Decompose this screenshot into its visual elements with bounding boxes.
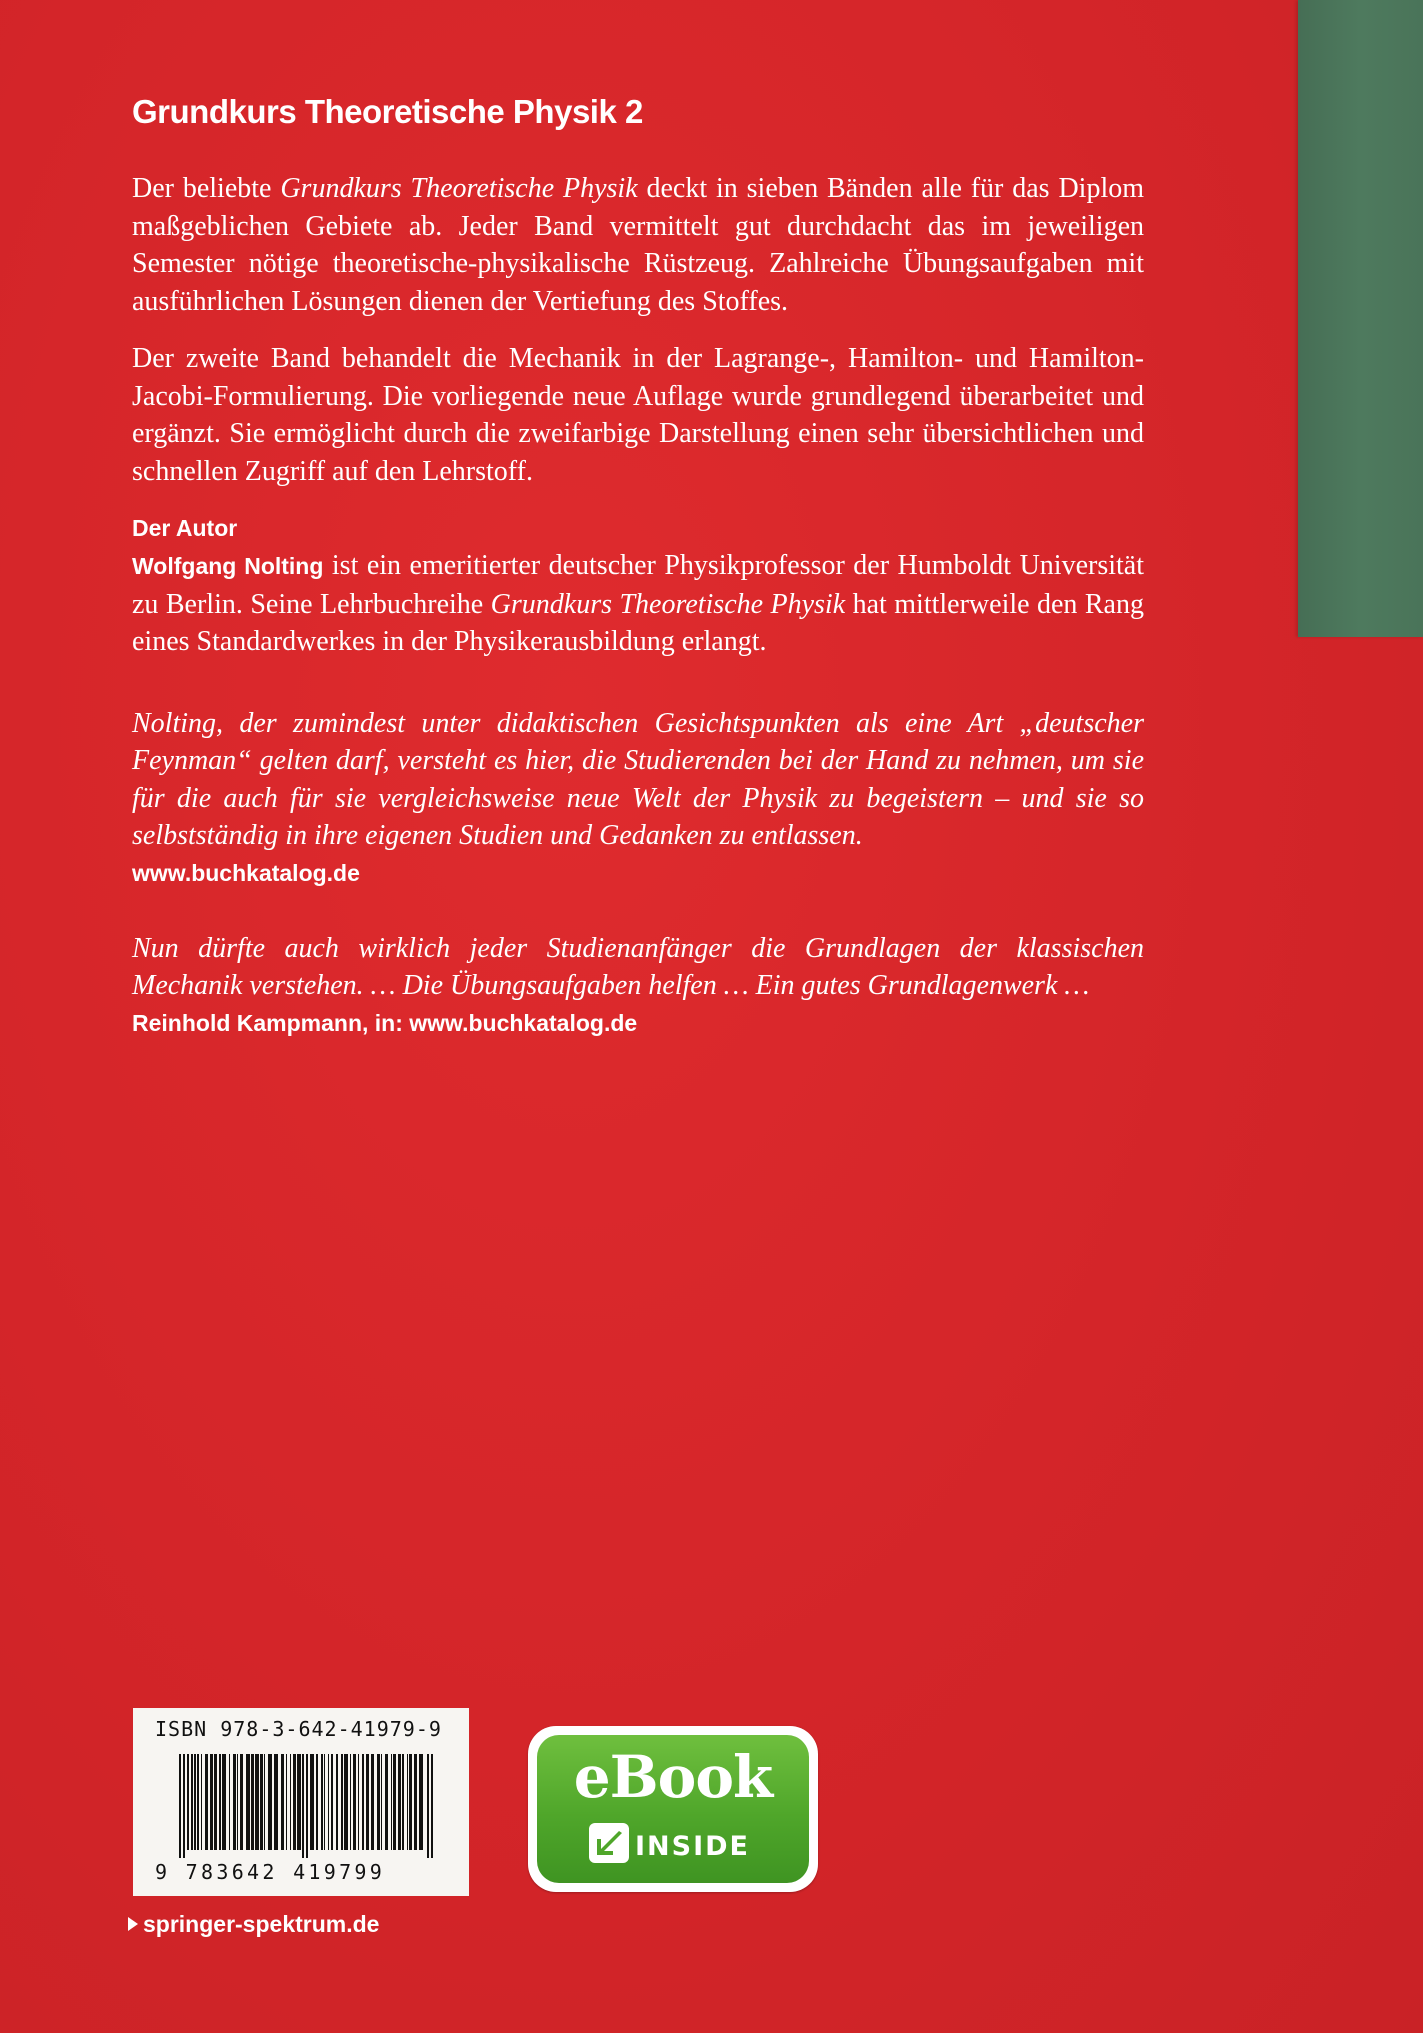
barcode-bar (362, 1754, 364, 1850)
cover-text-block (132, 92, 1144, 1080)
barcode-bar (264, 1754, 265, 1850)
barcode-bar (290, 1754, 291, 1850)
green-spine-strip (1298, 0, 1423, 637)
barcode-bar (281, 1754, 284, 1850)
barcode-bar (274, 1754, 278, 1850)
barcode-bar (328, 1754, 329, 1850)
barcode-bar (255, 1754, 259, 1850)
review-quote-1: Nolting, der zumindest unter didaktischen Gesichtspunkten als eine Art „deutscher Feynman“ gelten darf, versteht es hier, die Studierenden bei der Hand zu nehmen, um sie für die auch für sie vergleichsweise neue Welt der Physik zu begeistern – und sie so selbstständig in ihre eigenen Studien und Gedanken zu entlassen. (132, 707, 1144, 851)
barcode-bar (409, 1754, 412, 1850)
review-quote-2: Nun dürfte auch wirklich jeder Studienanfänger die Grundlagen der klassischen Mechanik verstehen. … Die Übungsaufgaben helfen … Ein gutes Grundlagenwerk … (132, 932, 1144, 1001)
author-name: Wolfgang Nolting (132, 553, 324, 579)
barcode-bar (407, 1754, 408, 1850)
series-name: Grundkurs Theoretische Physik (280, 173, 638, 204)
barcode-bar (251, 1754, 254, 1850)
barcode-bar (229, 1754, 230, 1850)
barcode-bar (371, 1754, 374, 1850)
barcode-bar (222, 1754, 226, 1850)
review-source-1: www.buchkatalog.de (132, 859, 360, 886)
barcode-guard-bar (179, 1754, 181, 1858)
isbn-barcode (133, 1708, 469, 1896)
publisher-website (128, 1911, 379, 1938)
ebook-label: eBook (573, 1743, 773, 1811)
barcode-bar (344, 1754, 348, 1850)
barcode-bar (381, 1754, 382, 1850)
barcode-bar (419, 1754, 423, 1850)
barcode-bar (205, 1754, 208, 1850)
barcode-bar (260, 1754, 263, 1850)
barcode-bar (402, 1754, 404, 1850)
ebook-badge-fill (537, 1735, 809, 1883)
barcode-bar (393, 1754, 396, 1850)
barcode-bar (297, 1754, 301, 1850)
barcode-bar (324, 1754, 325, 1850)
barcode-guard-bar (427, 1754, 429, 1858)
barcode-bar (201, 1754, 202, 1850)
review-source-2: Reinhold Kampmann, in: www.buchkatalog.de (132, 1009, 638, 1036)
barcode-bar (331, 1754, 333, 1850)
book-title: Grundkurs Theoretische Physik 2 (132, 93, 643, 130)
website-text: springer-spektrum.de (143, 1911, 380, 1937)
author-bio (132, 547, 1144, 661)
barcode-bar (293, 1754, 296, 1850)
barcode-bar (350, 1754, 351, 1850)
barcode-bars (179, 1754, 433, 1858)
arrow-icon (587, 1821, 631, 1865)
barcode-bar (194, 1754, 196, 1850)
barcode-guard-bar (183, 1754, 185, 1858)
play-triangle-icon (128, 1917, 138, 1931)
barcode-bar (197, 1754, 199, 1850)
barcode-bar (341, 1754, 343, 1850)
barcode-bar (377, 1754, 380, 1850)
author-heading: Der Autor (132, 515, 238, 541)
barcode-bar (336, 1754, 338, 1850)
barcode-bar (237, 1754, 238, 1850)
barcode-bar (321, 1754, 323, 1850)
barcode-bar (233, 1754, 236, 1850)
ean-digits: 9 783642 419799 (155, 1860, 386, 1884)
barcode-bar (414, 1754, 417, 1850)
barcode-guard-bar (306, 1754, 308, 1858)
barcode-bar (187, 1754, 189, 1850)
barcode-bar (219, 1754, 221, 1850)
barcode-bar (214, 1754, 217, 1850)
ebook-inside-label: INSIDE (635, 1831, 750, 1862)
author-text: ist ein emeritierter deutscher Physikprofessor der Humboldt Universität zu Berlin. Seine Lehrbuchreihe (132, 550, 1144, 620)
series-name: Grundkurs Theoretische Physik (490, 588, 846, 620)
barcode-bar (385, 1754, 388, 1850)
barcode-guard-bar (302, 1754, 304, 1858)
intro-paragraph-2: Der zweite Band behandelt die Mechanik in der Lagrange-, Hamilton- und Hamilton-Jacobi-Formulierung. Die vorliegende neue Auflage wurde grundlegend überarbeitet und ergänzt. Sie ermöglicht durch die zweifarbige Darstellung einen sehr übersichtlichen und schnellen Zugriff auf den Lehrstoff. (132, 343, 1144, 487)
barcode-guard-bar (431, 1754, 433, 1858)
ebook-inside-badge (528, 1726, 818, 1892)
barcode-bar (246, 1754, 250, 1850)
barcode-bar (366, 1754, 369, 1850)
barcode-bar (398, 1754, 401, 1850)
barcode-bar (358, 1754, 359, 1850)
intro-paragraph-1 (132, 170, 1144, 320)
barcode-bar (210, 1754, 213, 1850)
barcode-bar (268, 1754, 272, 1850)
barcode-bar (353, 1754, 356, 1850)
intro-text: Der beliebte (132, 173, 281, 204)
barcode-bar (310, 1754, 314, 1850)
barcode-bar (286, 1754, 287, 1850)
author-text: hat mittlerweile den Rang eines Standardwerkes in der Physikerausbildung erlangt. (132, 588, 1144, 657)
isbn-label: ISBN 978-3-642-41979-9 (155, 1717, 442, 1741)
barcode-bar (240, 1754, 243, 1850)
barcode-bar (191, 1754, 193, 1850)
barcode-bar (316, 1754, 318, 1850)
barcode-bar (391, 1754, 392, 1850)
intro-text: deckt in sieben Bänden alle für das Diplom maßgeblichen Gebiete ab. Jeder Band vermittelt gut durchdacht das im jeweiligen Semester nötige theoretische-physikalische Rüstzeug. Zahlreiche Übungsaufgaben mit ausführlichen Lösungen dienen der Vertiefung des Stoffes. (132, 173, 1144, 317)
